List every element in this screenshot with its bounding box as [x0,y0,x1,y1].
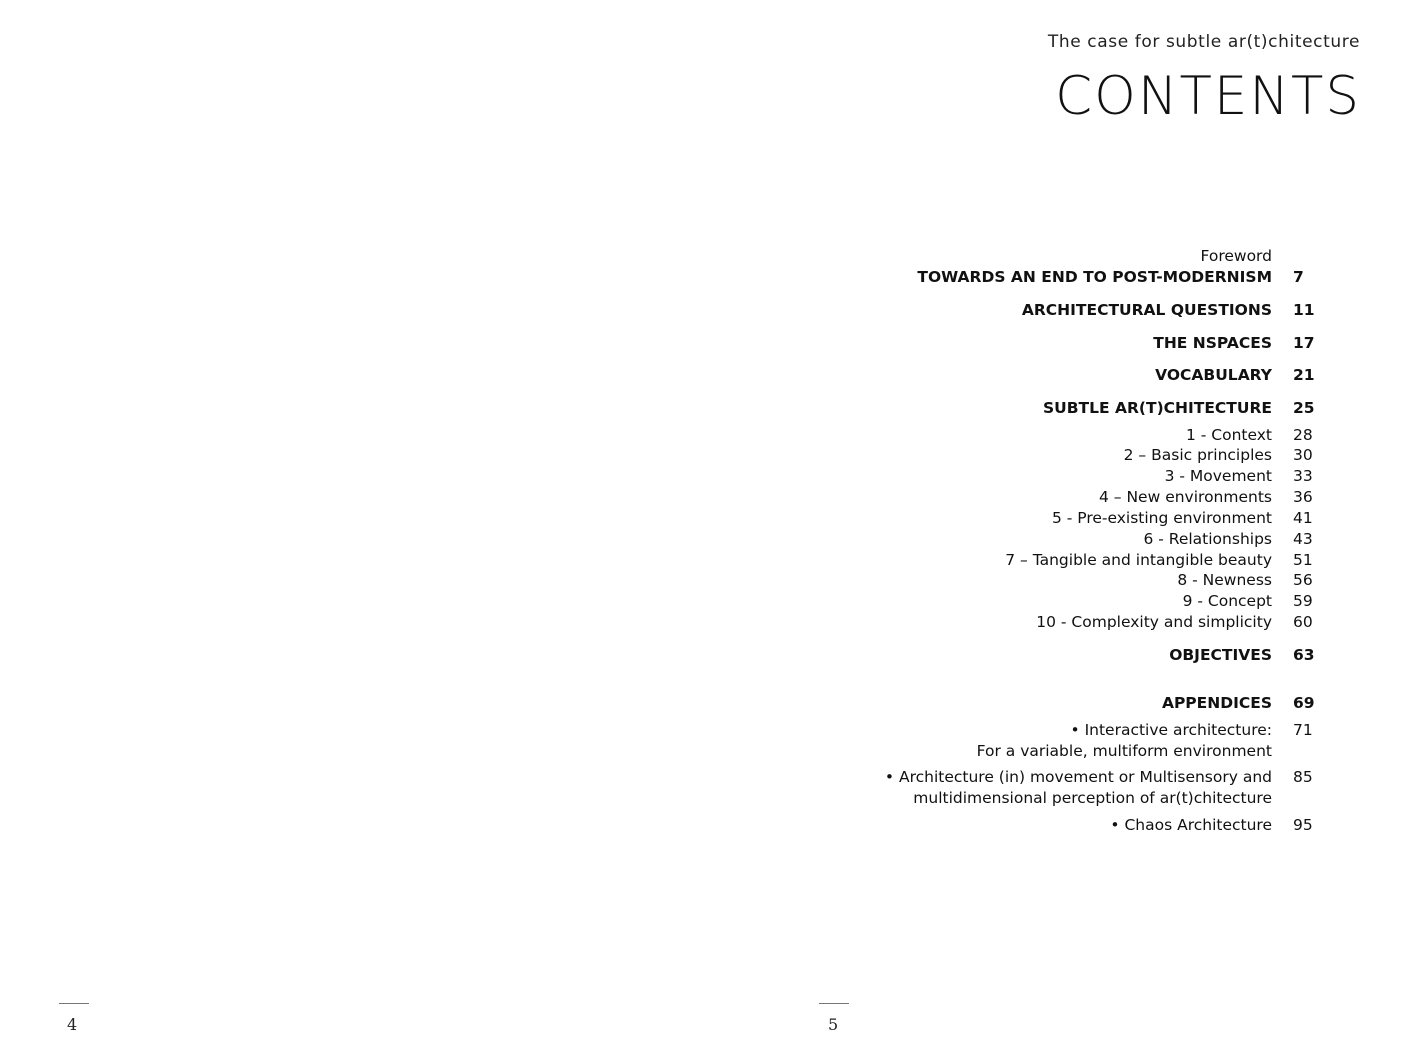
toc-entry-page: 33 [1293,467,1313,485]
toc-entry-page: 51 [1293,551,1313,569]
running-header: The case for subtle ar(t)chitecture [1047,32,1360,52]
toc-entry-label: • Chaos Architecture [1110,816,1272,834]
toc-entry-page: 36 [1293,488,1313,506]
toc-entry-page: 63 [1293,646,1315,664]
toc-entry-label: • Architecture (in) movement or Multisensory and [884,768,1272,786]
toc-entry-page: 60 [1293,613,1313,631]
toc-entry-page: 59 [1293,592,1313,610]
folio-rule-right [819,1003,849,1004]
toc-entry-label: 1 - Context [1185,426,1272,444]
toc-entry-label-line2: multidimensional perception of ar(t)chitecture [913,789,1272,807]
toc-foreword-label: Foreword [1200,247,1272,265]
toc-entry-label: 10 - Complexity and simplicity [1036,613,1272,631]
toc-entry-page: 43 [1293,530,1313,548]
toc-entry-page: 41 [1293,509,1313,527]
toc-entry-page: 21 [1293,366,1315,384]
page-number-left: 4 [67,1015,78,1034]
toc-entry-label: • Interactive architecture: [1070,721,1272,739]
toc-entry-page: 17 [1293,334,1315,352]
toc-entry-label: 4 – New environments [1099,488,1272,506]
toc-entry-label: TOWARDS AN END TO POST-MODERNISM [917,268,1272,286]
toc-entry-label: 7 – Tangible and intangible beauty [1005,551,1272,569]
toc-entry-page: 85 [1293,768,1313,786]
toc-entry-page: 71 [1293,721,1313,739]
toc-entry-page: 56 [1293,571,1313,589]
toc-entry-label-line2: For a variable, multiform environment [976,742,1272,760]
toc-entry-label: 5 - Pre-existing environment [1051,509,1272,527]
page-title: CONTENTS [1055,66,1361,127]
toc-entry-label: THE NSPACES [1153,334,1272,352]
toc-entry-label: 6 - Relationships [1143,530,1272,548]
toc-entry-label: SUBTLE AR(T)CHITECTURE [1042,399,1272,417]
toc-entry-page: 25 [1293,399,1315,417]
toc-entry-label: ARCHITECTURAL QUESTIONS [1021,301,1272,319]
toc-entry-label: OBJECTIVES [1169,646,1272,664]
toc-entry-page: 30 [1293,446,1313,464]
toc-entry-label: 9 - Concept [1182,592,1272,610]
toc-entry-page: 95 [1293,816,1313,834]
toc-entry-label: 8 - Newness [1177,571,1272,589]
toc-entry-label: 2 – Basic principles [1123,446,1272,464]
toc-entry-page: 11 [1293,301,1315,319]
page-number-right: 5 [828,1015,839,1034]
toc-entry-page: 28 [1293,426,1313,444]
folio-rule-left [59,1003,89,1004]
toc-entry-page: 7 [1293,268,1304,286]
toc-entry-page: 69 [1293,694,1315,712]
toc-entry-label: 3 - Movement [1164,467,1272,485]
toc-entry-label: APPENDICES [1161,694,1272,712]
toc-entry-label: VOCABULARY [1155,366,1272,384]
